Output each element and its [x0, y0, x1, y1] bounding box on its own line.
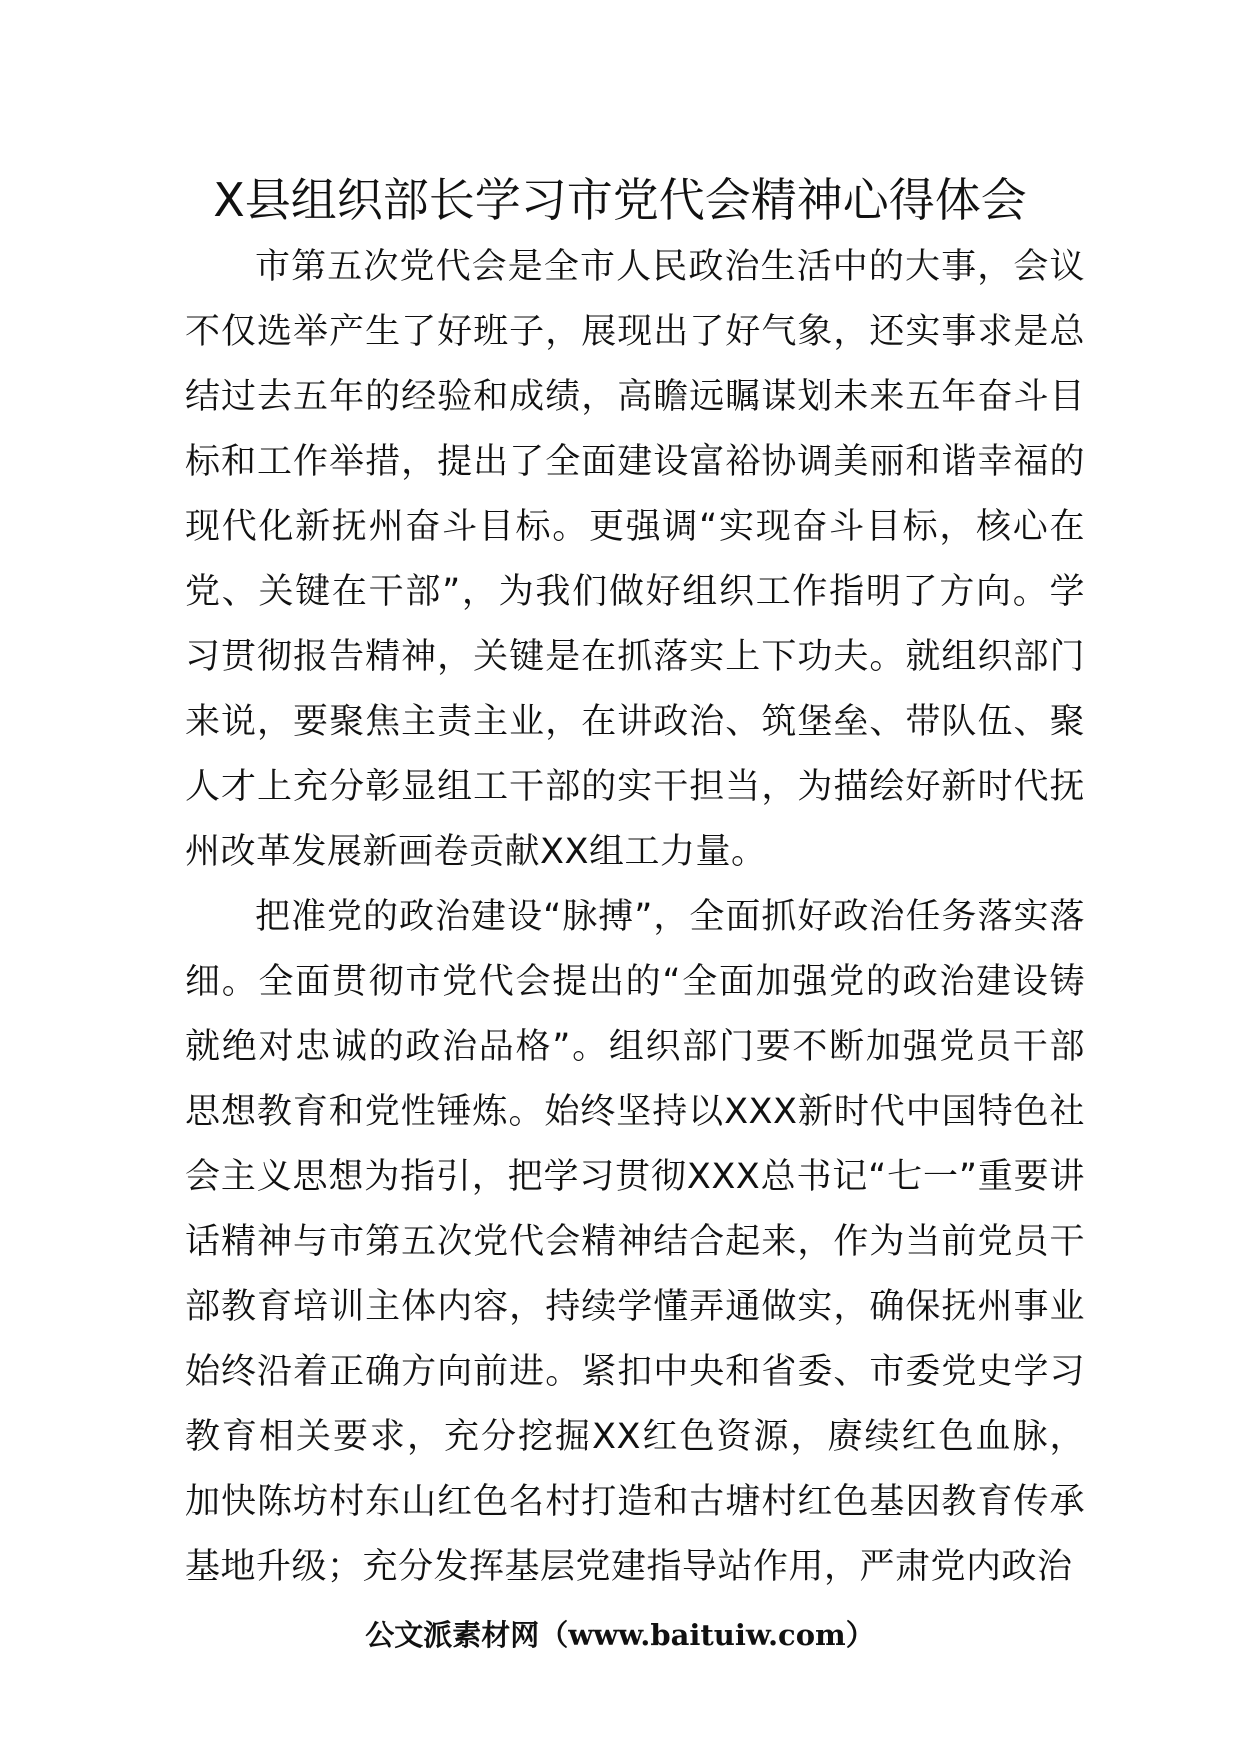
paragraph: 把准党的政治建设“脉搏”，全面抓好政治任务落实落细。全面贯彻市党代会提出的“全面加强党的政治建设铸就绝对忠诚的政治品格”。组织部门要不断加强党员干部思想教育和党性锤炼。始终坚持以XXX新时代中国特色社会主义思想为指引，把学习贯彻XXX总书记“七一”重要讲话精神与市第五次党代会精神结合起来，作为当前党员干部教育培训主体内容，持续学懂弄通做实，确保抚州事业始终沿着正确方向前进。紧扣中央和省委、市委党史学习教育相关要求，充分挖掘XX红色资源，赓续红色血脉，加快陈坊村东山红色名村打造和古塘村红色基因教育传承基地升级；充分发挥基层党建指导站作用，严肃党内政治 — [185, 897, 1085, 1587]
paragraph: 市第五次党代会是全市人民政治生活中的大事，会议不仅选举产生了好班子，展现出了好气象，还实事求是总结过去五年的经验和成绩，高瞻远瞩谋划未来五年奋斗目标和工作举措，提出了全面建设富裕协调美丽和谐幸福的现代化新抚州奋斗目标。更强调“实现奋斗目标，核心在党、关键在干部”，为我们做好组织工作指明了方向。学习贯彻报告精神，关键是在抓落实上下功夫。就组织部门来说，要聚焦主责主业，在讲政治、筑堡垒、带队伍、聚人才上充分彰显组工干部的实干担当，为描绘好新时代抚州改革发展新画卷贡献XX组工力量。 — [185, 247, 1085, 872]
document-title: X县组织部长学习市党代会精神心得体会 — [213, 173, 1027, 227]
document-body — [185, 235, 1085, 1600]
footer-watermark: 公文派素材网（www.baituiw.com） — [365, 1618, 875, 1652]
